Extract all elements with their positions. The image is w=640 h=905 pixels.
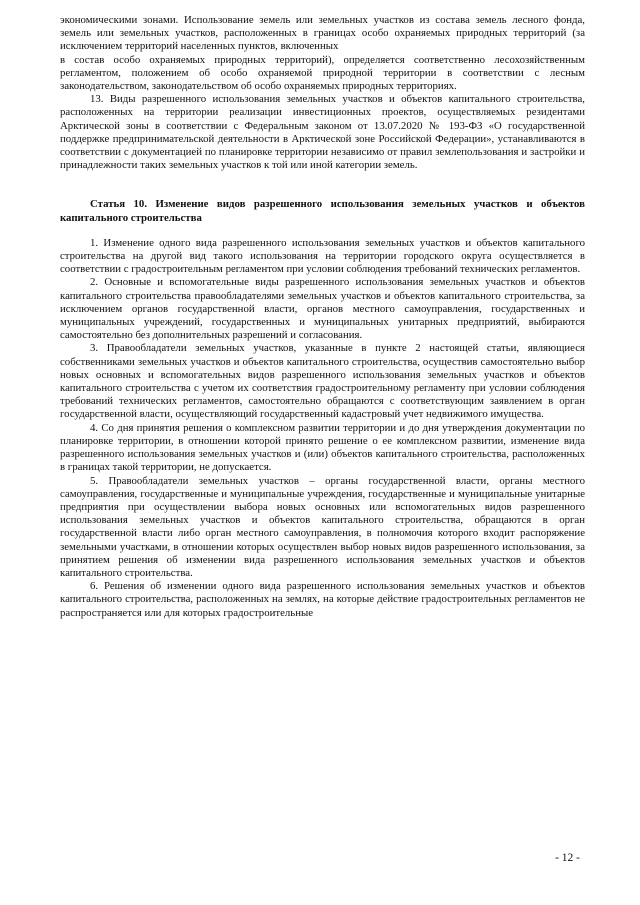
paragraph-item-2: 2. Основные и вспомогательные виды разрешенного использования земельных участков и объектов капитального строительства правообладателями земельных участков и объектов капитального строительства, за исключением органов государственной власти, органов местного самоуправления, государственных и муниципальных учреждений, государственных и муниципальных унитарных предприятий, выбираются самостоятельно без дополнительных разрешений и согласования. — [60, 276, 585, 342]
page-number: - 12 - — [555, 852, 580, 864]
paragraph-item-6: 6. Решения об изменении одного вида разрешенного использования земельных участков и объектов капитального строительства, расположенных на землях, на которые действие градостроительных регламентов не распространяется или для которых градостроительные — [60, 580, 585, 619]
paragraph-item-3: 3. Правообладатели земельных участков, указанные в пункте 2 настоящей статьи, являющиеся собственниками земельных участков и объектов капитального строительства, осуществив самостоятельно выбор новых основных и вспомогательных видов разрешенного использования земельных участков и объектов капитального строительства с учетом их соответствия градостроительному регламенту при условии соблюдения требований технических регламентов, самостоятельно обращаются с соответствующим заявлением в орган государственной власти, осуществляющий государственный кадастровый учет недвижимого имущества. — [60, 342, 585, 421]
paragraph-continued-2: в состав особо охраняемых природных территорий), определяется соответственно лесохозяйственным регламентом, положением об особо охраняемой природной территории в соответствии с лесным законодательством, законодательством об особо охраняемых природных территориях. — [60, 53, 585, 93]
article-heading: Статья 10. Изменение видов разрешенного использования земельных участков и объектов капитального строительства — [60, 198, 585, 224]
paragraph-item-5: 5. Правообладатели земельных участков – органы государственной власти, органы местного самоуправления, государственные и муниципальные учреждения, государственные и муниципальные унитарные предприятия при осуществлении выбора новых основных или вспомогательных видов разрешенного использования земельных участков и объектов капитального строительства, обращаются в орган государственной власти либо орган местного самоуправления, в полномочия которого входит распоряжение земельными участками, в отношении которых осуществлен выбор новых видов разрешенного использования, за принятием решения об изменении вида разрешенного использования земельных участков и объектов капитального строительства. — [60, 474, 585, 579]
paragraph-continued-1: экономическими зонами. Использование земель или земельных участков из состава земель лесного фонда, земель или земельных участков, расположенных в границах особо охраняемых природных территорий (за исключением территорий населенных пунктов, включенных — [60, 14, 585, 53]
document-page — [60, 14, 585, 620]
paragraph-item-1: 1. Изменение одного вида разрешенного использования земельных участков и объектов капитального строительства на другой вид такого использования на территории городского округа осуществляется в соответствии с градостроительным регламентом при условии соблюдения требований технических регламентов. — [60, 236, 585, 276]
paragraph-item-13: 13. Виды разрешенного использования земельных участков и объектов капитального строительства, расположенных на территории реализации инвестиционных проектов, осуществляемых резидентами Арктической зоны в соответствии с Федеральным законом от 13.07.2020 № 193-ФЗ «О государственной поддержке предпринимательской деятельности в Арктической зоне Российской Федерации», устанавливаются в соответствии с документацией по планировке территории независимо от правил землепользования и застройки и принадлежности таких земельных участков к той или иной категории земель. — [60, 93, 585, 172]
paragraph-item-4: 4. Со дня принятия решения о комплексном развитии территории и до дня утверждения документации по планировке территории, в отношении которой принято решение о ее комплексном развитии, изменение вида разрешенного использования земельных участков и (или) объектов капитального строительства, расположенных в границах такой территории, не допускается. — [60, 421, 585, 474]
heading-spacer — [60, 225, 585, 237]
